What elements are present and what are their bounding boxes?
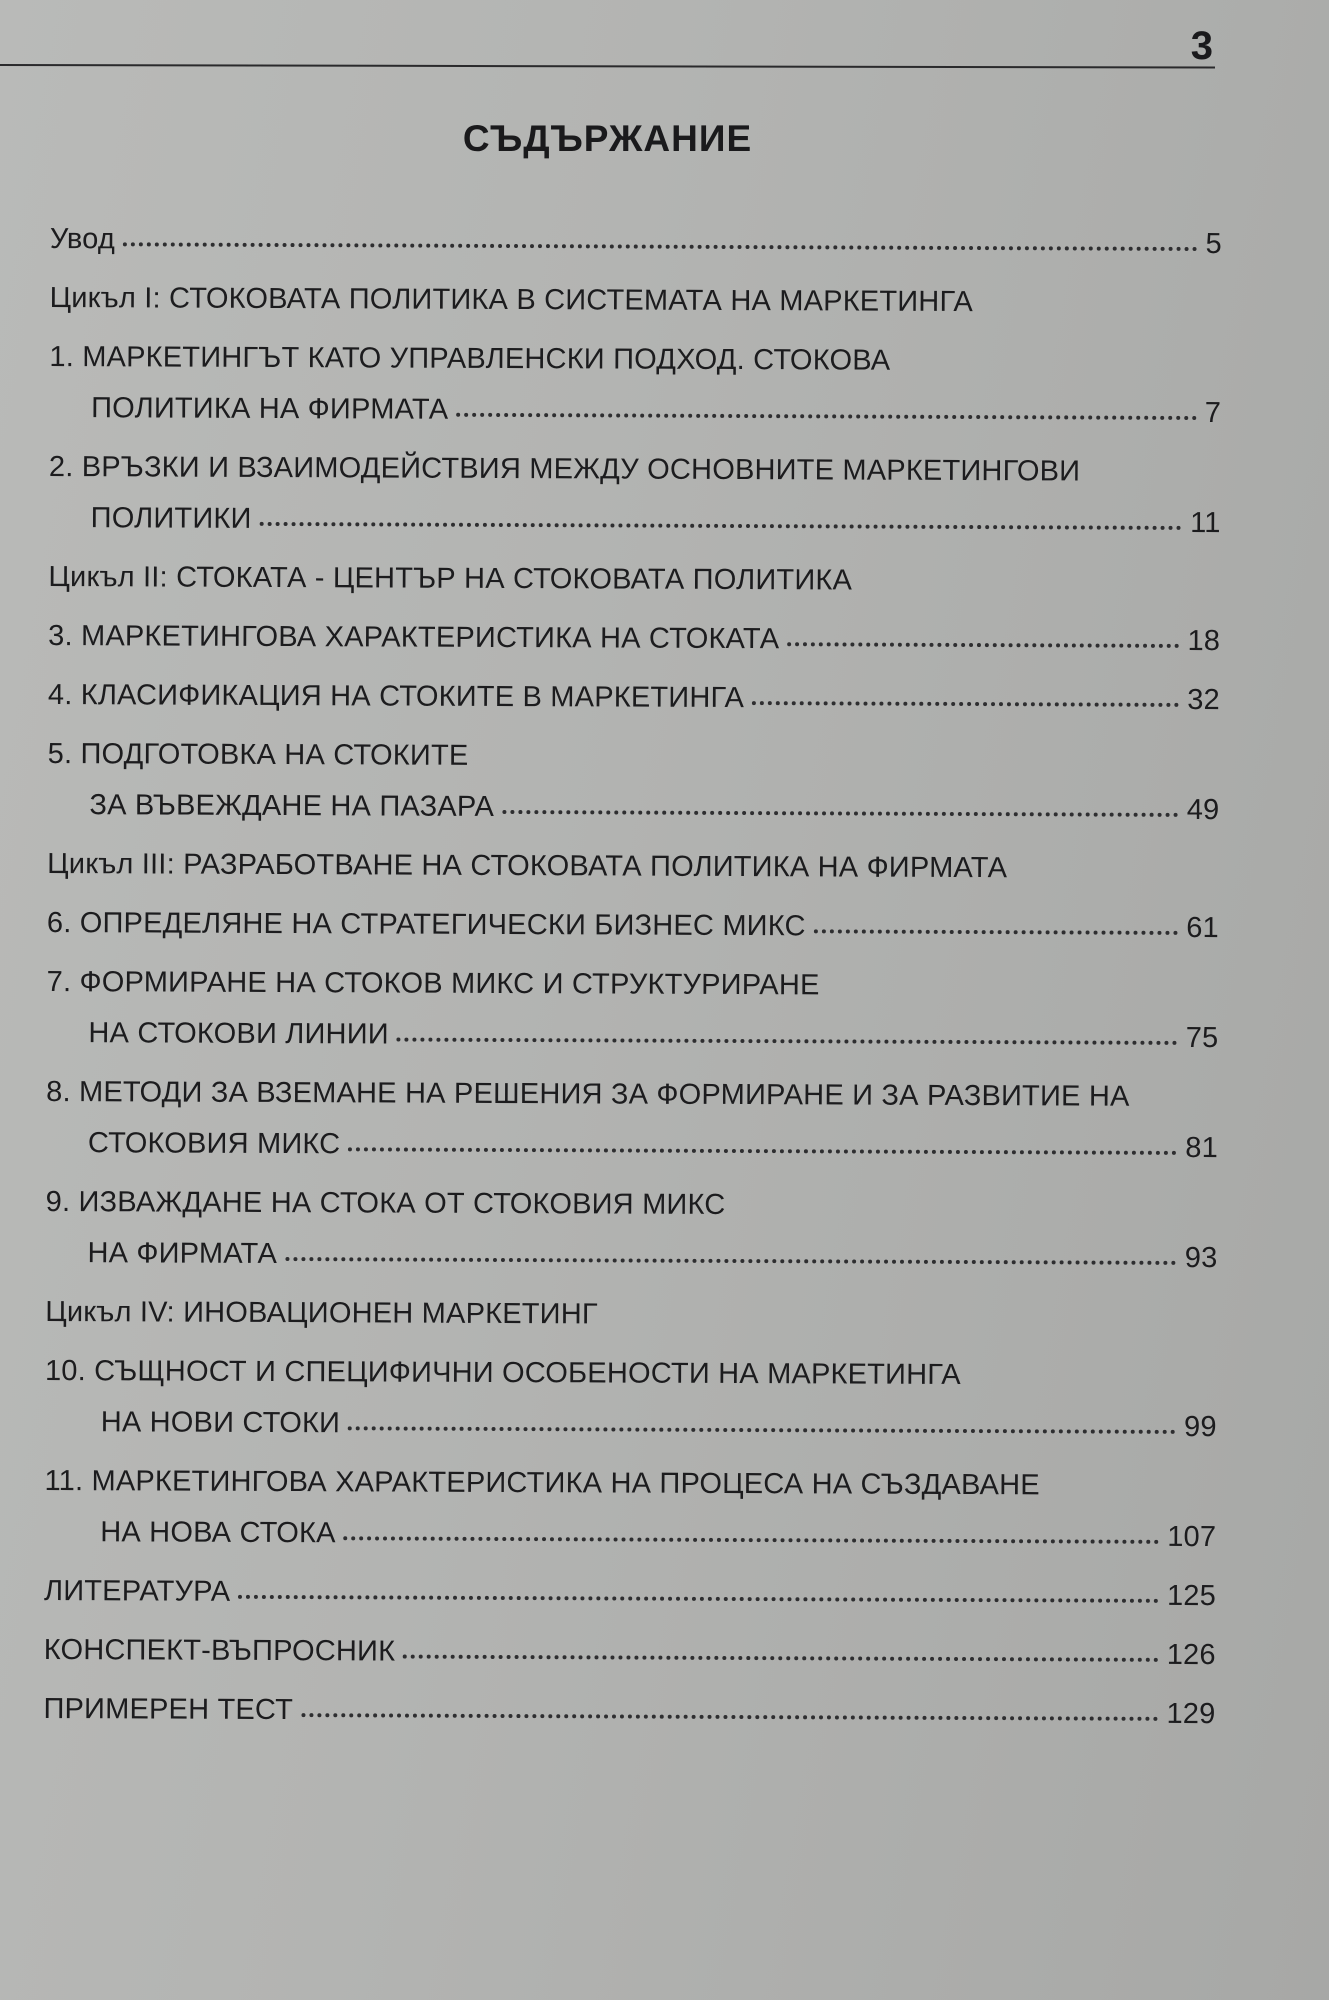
dot-leader [348, 1143, 1177, 1155]
toc-entry [47, 845, 1219, 888]
header-rule [0, 64, 1215, 69]
toc-entry-text: ПРИМЕРЕН ТЕСТ [43, 1692, 294, 1727]
toc-page-number: 75 [1185, 1021, 1219, 1055]
toc-entry-text: Цикъл III: РАЗРАБОТВАНЕ НА СТОКОВАТА ПОЛИТИКА НА ФИРМАТА [47, 847, 1008, 885]
dot-leader [814, 925, 1179, 935]
toc-entry [50, 279, 1222, 322]
toc-entry-text: Цикъл IV: ИНОВАЦИОНЕН МАРКЕТИНГ [45, 1295, 598, 1331]
toc-page-number: 126 [1166, 1638, 1216, 1672]
toc-line [48, 558, 1220, 601]
toc-entry [43, 1690, 1215, 1733]
dot-leader [260, 518, 1183, 530]
toc-entry-text: ЗА ВЪВЕЖДАНЕ НА ПАЗАРА [89, 789, 495, 823]
toc-line [46, 1073, 1218, 1116]
toc-entry-text: КОНСПЕКТ-ВЪПРОСНИК [43, 1633, 396, 1668]
dot-leader [403, 1651, 1159, 1662]
toc-entry [45, 1183, 1217, 1277]
toc-line [48, 735, 1220, 778]
toc-entry-text: 2. ВРЪЗКИ И ВЗАИМОДЕЙСТВИЯ МЕЖДУ ОСНОВНИТЕ МАРКЕТИНГОВИ [48, 450, 1081, 488]
toc-entry-text: 10. СЪЩНОСТ И СПЕЦИФИЧНИ ОСОБЕНОСТИ НА МАРКЕТИНГА [44, 1354, 961, 1391]
toc-entry [46, 963, 1218, 1057]
toc-page-number: 61 [1186, 911, 1219, 945]
toc-entry-text: 8. МЕТОДИ ЗА ВЗЕМАНЕ НА РЕШЕНИЯ ЗА ФОРМИРАНЕ И ЗА РАЗВИТИЕ НА [46, 1075, 1130, 1113]
toc-entry-text: СТОКОВИЯ МИКС [87, 1127, 341, 1161]
dot-leader [348, 1422, 1176, 1434]
toc-page-number: 32 [1187, 683, 1220, 717]
toc-entry [48, 676, 1220, 719]
toc-page-number: 7 [1204, 397, 1222, 430]
toc-entry-text: Цикъл II: СТОКАТА - ЦЕНТЪР НА СТОКОВАТА ПОЛИТИКА [48, 560, 853, 597]
toc-entry [44, 1631, 1216, 1674]
page-number: 3 [1190, 24, 1213, 68]
toc-line [45, 1403, 1217, 1446]
toc-line [50, 279, 1222, 322]
page-title: СЪДЪРЖАНИЕ [462, 118, 753, 159]
dot-leader [301, 1709, 1158, 1721]
toc-page-number: 129 [1166, 1697, 1216, 1731]
toc-entry [46, 1073, 1218, 1167]
dot-leader [456, 409, 1196, 420]
dot-leader [397, 1034, 1178, 1045]
toc-entry-text: ПОЛИТИКА НА ФИРМАТА [91, 392, 449, 426]
dot-leader [787, 638, 1179, 648]
dot-leader [344, 1532, 1160, 1544]
toc-entry [45, 1293, 1217, 1336]
toc-entry [45, 1352, 1217, 1446]
toc-entry [47, 735, 1219, 829]
toc-entry [44, 1572, 1216, 1615]
dot-leader [502, 806, 1179, 817]
dot-leader [752, 697, 1179, 707]
toc-line [45, 1352, 1217, 1395]
toc-entry-text: НА НОВА СТОКА [100, 1516, 336, 1550]
toc-line [45, 1234, 1217, 1277]
toc-line [49, 499, 1221, 542]
toc-line [44, 1513, 1216, 1556]
toc-line [46, 1014, 1218, 1057]
toc-line [48, 676, 1220, 719]
toc-line [50, 220, 1222, 263]
toc-page-number: 5 [1205, 228, 1222, 261]
toc-line [48, 617, 1220, 660]
dot-leader [238, 1591, 1159, 1603]
toc-entry [48, 558, 1220, 601]
toc-entry-text: 6. ОПРЕДЕЛЯНЕ НА СТРАТЕГИЧЕСКИ БИЗНЕС МИКС [46, 906, 806, 943]
toc-line [49, 389, 1221, 432]
dot-leader [123, 238, 1198, 251]
toc-line [45, 1293, 1217, 1336]
toc-line [49, 448, 1221, 491]
toc-line [44, 1572, 1216, 1615]
toc-page-number: 49 [1186, 793, 1220, 827]
table-of-contents [43, 220, 1222, 1754]
toc-page-number: 11 [1190, 506, 1221, 540]
toc-entry-text: Увод [49, 222, 116, 256]
toc-line [44, 1631, 1216, 1674]
toc-page-number: 81 [1185, 1131, 1219, 1165]
toc-line [49, 338, 1221, 381]
toc-entry-text: 1. МАРКЕТИНГЪТ КАТО УПРАВЛЕНСКИ ПОДХОД. СТОКОВА [49, 340, 891, 377]
toc-entry [49, 338, 1221, 432]
toc-entry-text: НА ФИРМАТА [87, 1237, 278, 1271]
toc-line [47, 904, 1219, 947]
toc-entry-text: 4. КЛАСИФИКАЦИЯ НА СТОКИТЕ В МАРКЕТИНГА [47, 678, 745, 715]
dot-leader [285, 1253, 1177, 1265]
toc-entry [50, 220, 1222, 263]
toc-entry-text: Цикъл I: СТОКОВАТА ПОЛИТИКА В СИСТЕМАТА НА МАРКЕТИНГА [49, 281, 974, 319]
toc-line [47, 786, 1219, 829]
toc-page-number: 99 [1184, 1410, 1217, 1444]
toc-line [47, 845, 1219, 888]
toc-entry [47, 904, 1219, 947]
toc-entry-text: 3. МАРКЕТИНГОВА ХАРАКТЕРИСТИКА НА СТОКАТА [48, 619, 780, 656]
toc-line [44, 1462, 1216, 1505]
toc-entry-text: 11. МАРКЕТИНГОВА ХАРАКТЕРИСТИКА НА ПРОЦЕСА НА СЪЗДАВАНЕ [44, 1464, 1040, 1502]
toc-line [46, 1183, 1218, 1226]
toc-page-number: 107 [1167, 1520, 1217, 1554]
toc-entry [48, 617, 1220, 660]
toc-page-number: 18 [1187, 624, 1221, 658]
toc-page-number: 93 [1184, 1241, 1218, 1275]
toc-entry-text: 5. ПОДГОТОВКА НА СТОКИТЕ [47, 737, 469, 772]
toc-entry-text: ЛИТЕРАТУРА [43, 1574, 231, 1608]
toc-entry-text: 7. ФОРМИРАНЕ НА СТОКОВ МИКС И СТРУКТУРИРАНЕ [46, 965, 820, 1002]
toc-entry [44, 1462, 1216, 1556]
toc-line [46, 1124, 1218, 1167]
toc-line [47, 963, 1219, 1006]
toc-entry-text: НА НОВИ СТОКИ [100, 1406, 341, 1440]
toc-page-number: 125 [1166, 1579, 1217, 1613]
toc-line [43, 1690, 1215, 1733]
toc-entry-text: 9. ИЗВАЖДАНЕ НА СТОКА ОТ СТОКОВИЯ МИКС [45, 1185, 726, 1221]
toc-entry-text: НА СТОКОВИ ЛИНИИ [88, 1017, 389, 1051]
toc-entry-text: ПОЛИТИКИ [90, 502, 252, 535]
toc-entry [49, 448, 1221, 542]
